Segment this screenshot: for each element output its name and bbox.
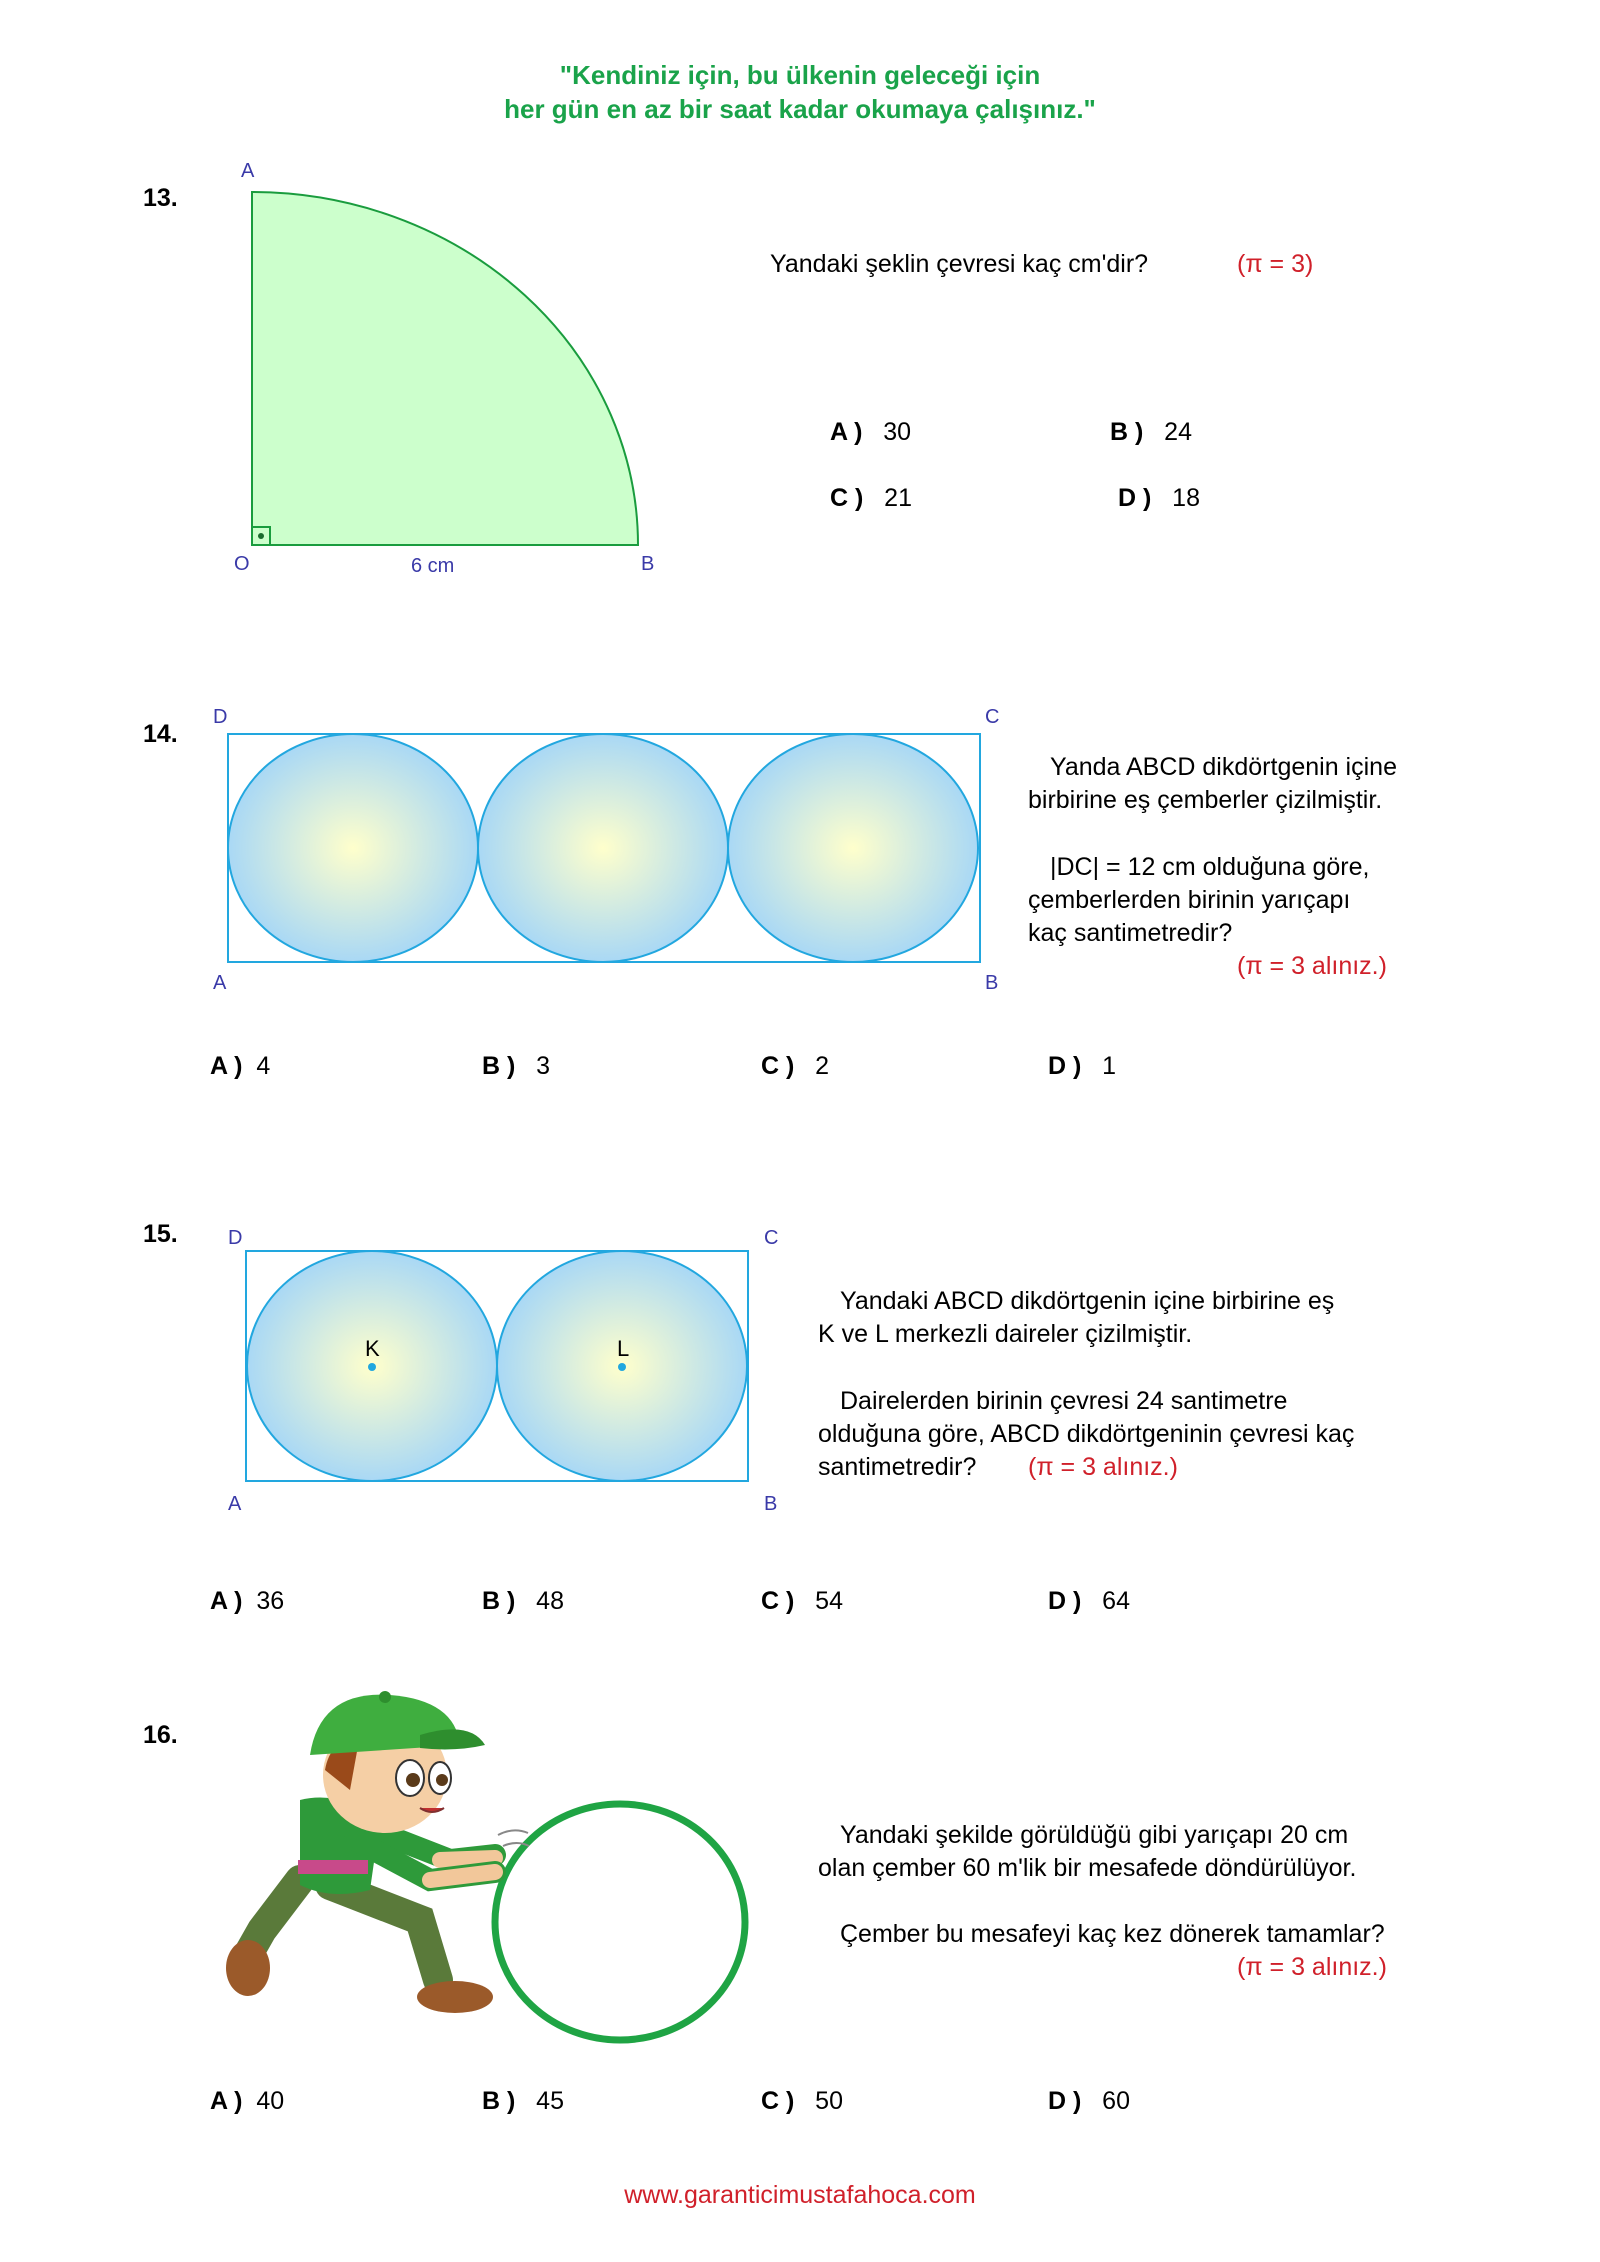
q15-option-c[interactable]: C ) 54 [761,1587,843,1615]
question-16-text-2: olan çember 60 m'lik bir mesafede döndürülüyor. [818,1854,1357,1882]
question-13-text: Yandaki şeklin çevresi kaç cm'dir? [770,250,1149,278]
q13-option-c[interactable]: C ) 21 [830,484,912,512]
point-b-label: B [764,1493,778,1515]
question-16-pi-note: (π = 3 alınız.) [1237,1953,1387,1981]
radius-label: 6 cm [411,555,455,577]
q16-option-a[interactable]: A ) 40 [210,2087,285,2115]
footer-website-link[interactable]: www.garanticimustafahoca.com [624,2181,976,2209]
question-14-text-4: çemberlerden birinin yarıçapı [1028,886,1351,914]
q15-option-d[interactable]: D ) 64 [1048,1587,1130,1615]
point-b-label: B [641,553,655,575]
question-14-text-5: kaç santimetredir? [1028,919,1233,947]
point-d-label: D [228,1227,243,1249]
question-15-text-4: olduğuna göre, ABCD dikdörtgeninin çevresi kaç [818,1420,1355,1448]
question-14-text-3: |DC| = 12 cm olduğuna göre, [1050,853,1370,881]
point-a-label: A [213,972,227,994]
q16-option-c[interactable]: C ) 50 [761,2087,843,2115]
point-d-label: D [213,706,228,728]
q14-option-b[interactable]: B ) 3 [482,1052,551,1080]
question-15-pi-note: (π = 3 alınız.) [1028,1453,1178,1481]
q13-option-b[interactable]: B ) 24 [1110,418,1192,446]
q13-option-d[interactable]: D ) 18 [1118,484,1200,512]
question-13-number: 13. [143,184,178,212]
header-quote-line1: "Kendiniz için, bu ülkenin geleceği için [559,60,1041,90]
q14-option-c[interactable]: C ) 2 [761,1052,830,1080]
q16-option-d[interactable]: D ) 60 [1048,2087,1130,2115]
question-15-text-1: Yandaki ABCD dikdörtgenin içine birbirine eş [840,1287,1335,1315]
header-quote-line2: her gün en az bir saat kadar okumaya çalışınız." [504,94,1096,124]
point-c-label: C [985,706,1000,728]
question-14-text-2: birbirine eş çemberler çizilmiştir. [1028,786,1383,814]
point-a-label: A [241,160,255,182]
question-15-number: 15. [143,1220,178,1248]
question-16-number: 16. [143,1721,178,1749]
q16-option-b[interactable]: B ) 45 [482,2087,564,2115]
q15-option-b[interactable]: B ) 48 [482,1587,564,1615]
center-k-label: K [365,1336,380,1361]
question-15-text-5: santimetredir? [818,1453,977,1481]
point-o-label: O [234,553,250,575]
q14-option-a[interactable]: A ) 4 [210,1052,271,1080]
center-l-label: L [617,1336,630,1361]
point-b-label: B [985,972,999,994]
point-c-label: C [764,1227,779,1249]
question-14-text-1: Yanda ABCD dikdörtgenin içine [1050,753,1397,781]
question-13-pi-note: (π = 3) [1237,250,1314,278]
point-a-label: A [228,1493,242,1515]
question-16-text-1: Yandaki şekilde görüldüğü gibi yarıçapı 20 cm [840,1821,1349,1849]
question-16-text-3: Çember bu mesafeyi kaç kez dönerek tamamlar? [840,1920,1385,1948]
q14-option-d[interactable]: D ) 1 [1048,1052,1117,1080]
q15-option-a[interactable]: A ) 36 [210,1587,285,1615]
question-14-number: 14. [143,720,178,748]
question-15-text-2: K ve L merkezli daireler çizilmiştir. [818,1320,1193,1348]
q13-option-a[interactable]: A ) 30 [830,418,912,446]
question-15-text-3: Dairelerden birinin çevresi 24 santimetre [840,1387,1288,1415]
question-14-pi-note: (π = 3 alınız.) [1237,952,1387,980]
